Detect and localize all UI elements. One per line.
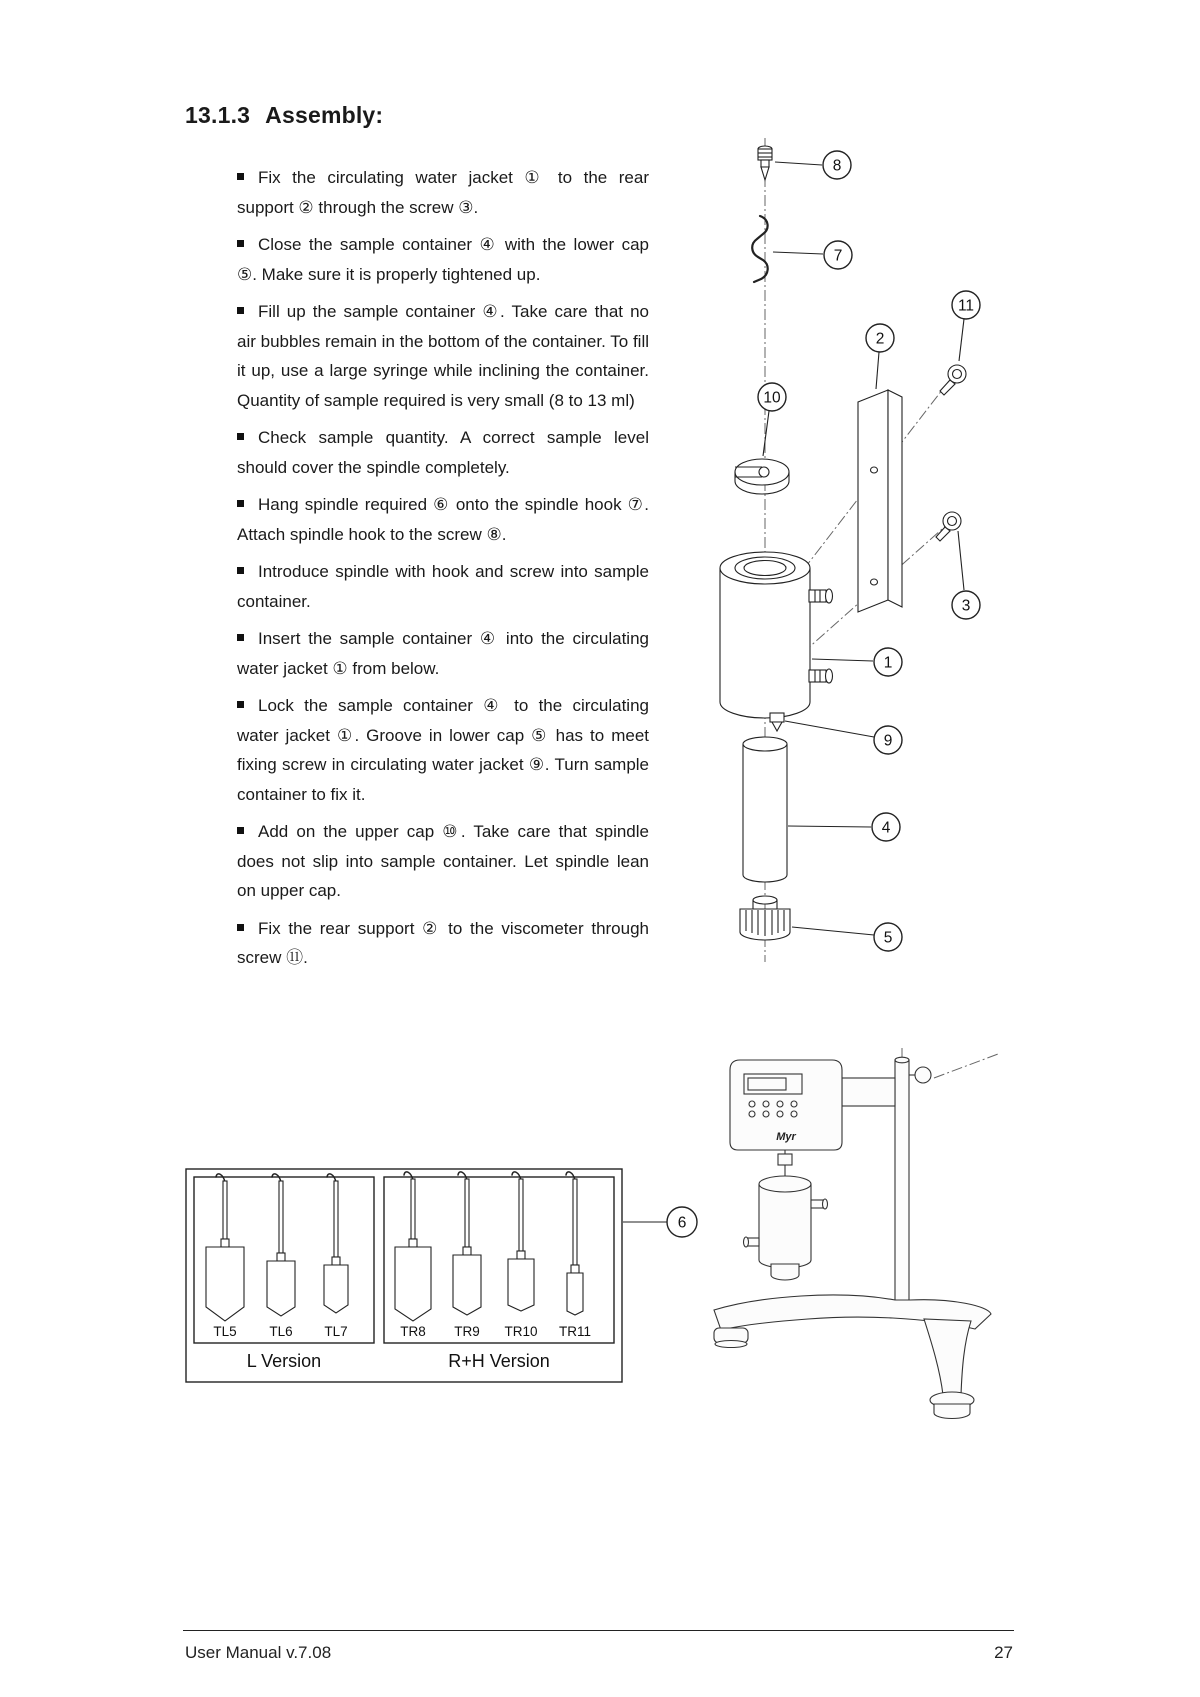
brand-label: Myr	[776, 1131, 796, 1143]
callout-number-6: 6	[677, 1214, 687, 1232]
part-screw-8	[758, 146, 772, 180]
instruction-item	[237, 163, 649, 222]
instruction-text: Hang spindle required ⑥ onto the spindle hook ⑦. Attach spindle hook to the screw ⑧.	[237, 495, 649, 544]
instruction-item	[237, 817, 649, 906]
instruction-item	[237, 914, 649, 973]
bullet-icon	[237, 307, 244, 314]
leader-line-5	[792, 927, 874, 935]
mounted-sample-assembly	[744, 1150, 828, 1280]
instruction-item	[237, 423, 649, 482]
callout-number-1: 1	[883, 654, 893, 672]
callout-number-10: 10	[763, 389, 781, 407]
leader-line-7	[773, 252, 823, 254]
spindle-label-tl5: TL5	[213, 1324, 237, 1339]
spindle-label-tr9: TR9	[454, 1324, 480, 1339]
leader-line-3	[958, 531, 964, 590]
footer-page-number: 27	[994, 1643, 1013, 1662]
leader-line-11	[959, 319, 964, 361]
bullet-icon	[237, 500, 244, 507]
instruction-item	[237, 624, 649, 683]
instruction-item	[237, 691, 649, 809]
spindle-tr11	[566, 1172, 583, 1315]
instruction-item	[237, 230, 649, 289]
part-sample-container-4	[743, 737, 787, 882]
spindle-tl5	[206, 1174, 244, 1321]
spindle-label-tl7: TL7	[324, 1324, 348, 1339]
viscometer-base	[714, 1295, 991, 1418]
instruction-text: Add on the upper cap ⑩. Take care that spindle does not slip into sample container. Let spindle lean on upper cap.	[237, 822, 649, 900]
part-fixing-screw-9	[770, 713, 784, 731]
instruction-text: Fill up the sample container ④. Take care that no air bubbles remain in the bottom of the container. To fill it up, use a large syringe while inclining the container. Quantity of sample required is very small (8 to 13 ml)	[237, 302, 649, 410]
instruction-text: Lock the sample container ④ to the circulating water jacket ①. Groove in lower cap ⑤ has to meet fixing screw in circulating water jacket ⑨. Turn sample container to fix it.	[237, 696, 649, 804]
section-name: Assembly:	[265, 102, 384, 128]
spindle-selection-figure	[185, 1165, 705, 1395]
spindle-label-tl6: TL6	[269, 1324, 293, 1339]
part-lower-cap-5	[740, 896, 790, 940]
footer-divider	[183, 1630, 1014, 1631]
rh-version-label: R+H Version	[448, 1351, 550, 1371]
leader-line-10	[763, 411, 769, 456]
assembly-instructions	[237, 163, 649, 981]
bullet-icon	[237, 701, 244, 708]
part-screw-3	[936, 512, 961, 541]
footer-manual-version: User Manual v.7.08	[185, 1643, 332, 1662]
section-number: 13.1.3	[185, 102, 251, 128]
spindle-label-tr11: TR11	[558, 1324, 592, 1339]
bullet-icon	[237, 634, 244, 641]
callout-number-2: 2	[875, 330, 885, 348]
instruction-text: Fix the rear support ② to the viscometer through screw ⑪.	[237, 918, 649, 967]
viscometer-figure	[690, 1048, 1010, 1438]
callout-number-9: 9	[883, 732, 893, 750]
spindle-tr9	[453, 1172, 481, 1315]
part-rear-support-2	[858, 390, 902, 612]
instruction-text: Close the sample container ④ with the lower cap ⑤. Make sure it is properly tightened up.	[237, 235, 649, 284]
instruction-item	[237, 557, 649, 616]
section-title	[185, 102, 383, 129]
instruction-text: Check sample quantity. A correct sample level should cover the spindle completely.	[237, 428, 649, 477]
instruction-text: Fix the circulating water jacket ① to the rear support ② through the screw ③.	[237, 168, 649, 217]
bullet-icon	[237, 924, 244, 931]
bullet-icon	[237, 240, 244, 247]
mount-screw-axis-line	[934, 1054, 998, 1078]
callout-number-7: 7	[833, 247, 843, 265]
leader-line-4	[788, 826, 871, 827]
part-water-jacket-1	[720, 552, 833, 718]
leader-line-2	[876, 352, 879, 389]
l-version-label: L Version	[246, 1351, 322, 1371]
callout-number-11: 11	[957, 297, 975, 315]
instruction-item	[237, 490, 649, 549]
instruction-text: Introduce spindle with hook and screw into sample container.	[237, 562, 649, 611]
spindle-tr10	[508, 1172, 534, 1311]
exploded-assembly-diagram	[690, 130, 1010, 970]
callout-number-5: 5	[883, 929, 893, 947]
bullet-icon	[237, 827, 244, 834]
viscometer-head	[730, 1060, 895, 1150]
leader-line-1	[812, 659, 873, 661]
bullet-icon	[237, 433, 244, 440]
part-upper-cap-10	[735, 459, 789, 494]
spindle-tl6	[267, 1174, 295, 1316]
spindle-label-tr10: TR10	[504, 1324, 538, 1339]
leader-line-8	[775, 162, 822, 165]
spindle-tl7	[324, 1174, 348, 1313]
callout-number-4: 4	[881, 819, 891, 837]
callout-number-3: 3	[961, 597, 971, 615]
callout-number-8: 8	[832, 157, 842, 175]
bullet-icon	[237, 173, 244, 180]
footer	[185, 1643, 1013, 1663]
leader-line-9	[785, 721, 874, 737]
instruction-text: Insert the sample container ④ into the circulating water jacket ① from below.	[237, 629, 649, 678]
viscometer-stand-pole	[895, 1057, 931, 1306]
bullet-icon	[237, 567, 244, 574]
instruction-item	[237, 297, 649, 415]
part-screw-11	[940, 365, 966, 395]
spindle-label-tr8: TR8	[400, 1324, 426, 1339]
spindle-tr8	[395, 1172, 431, 1321]
